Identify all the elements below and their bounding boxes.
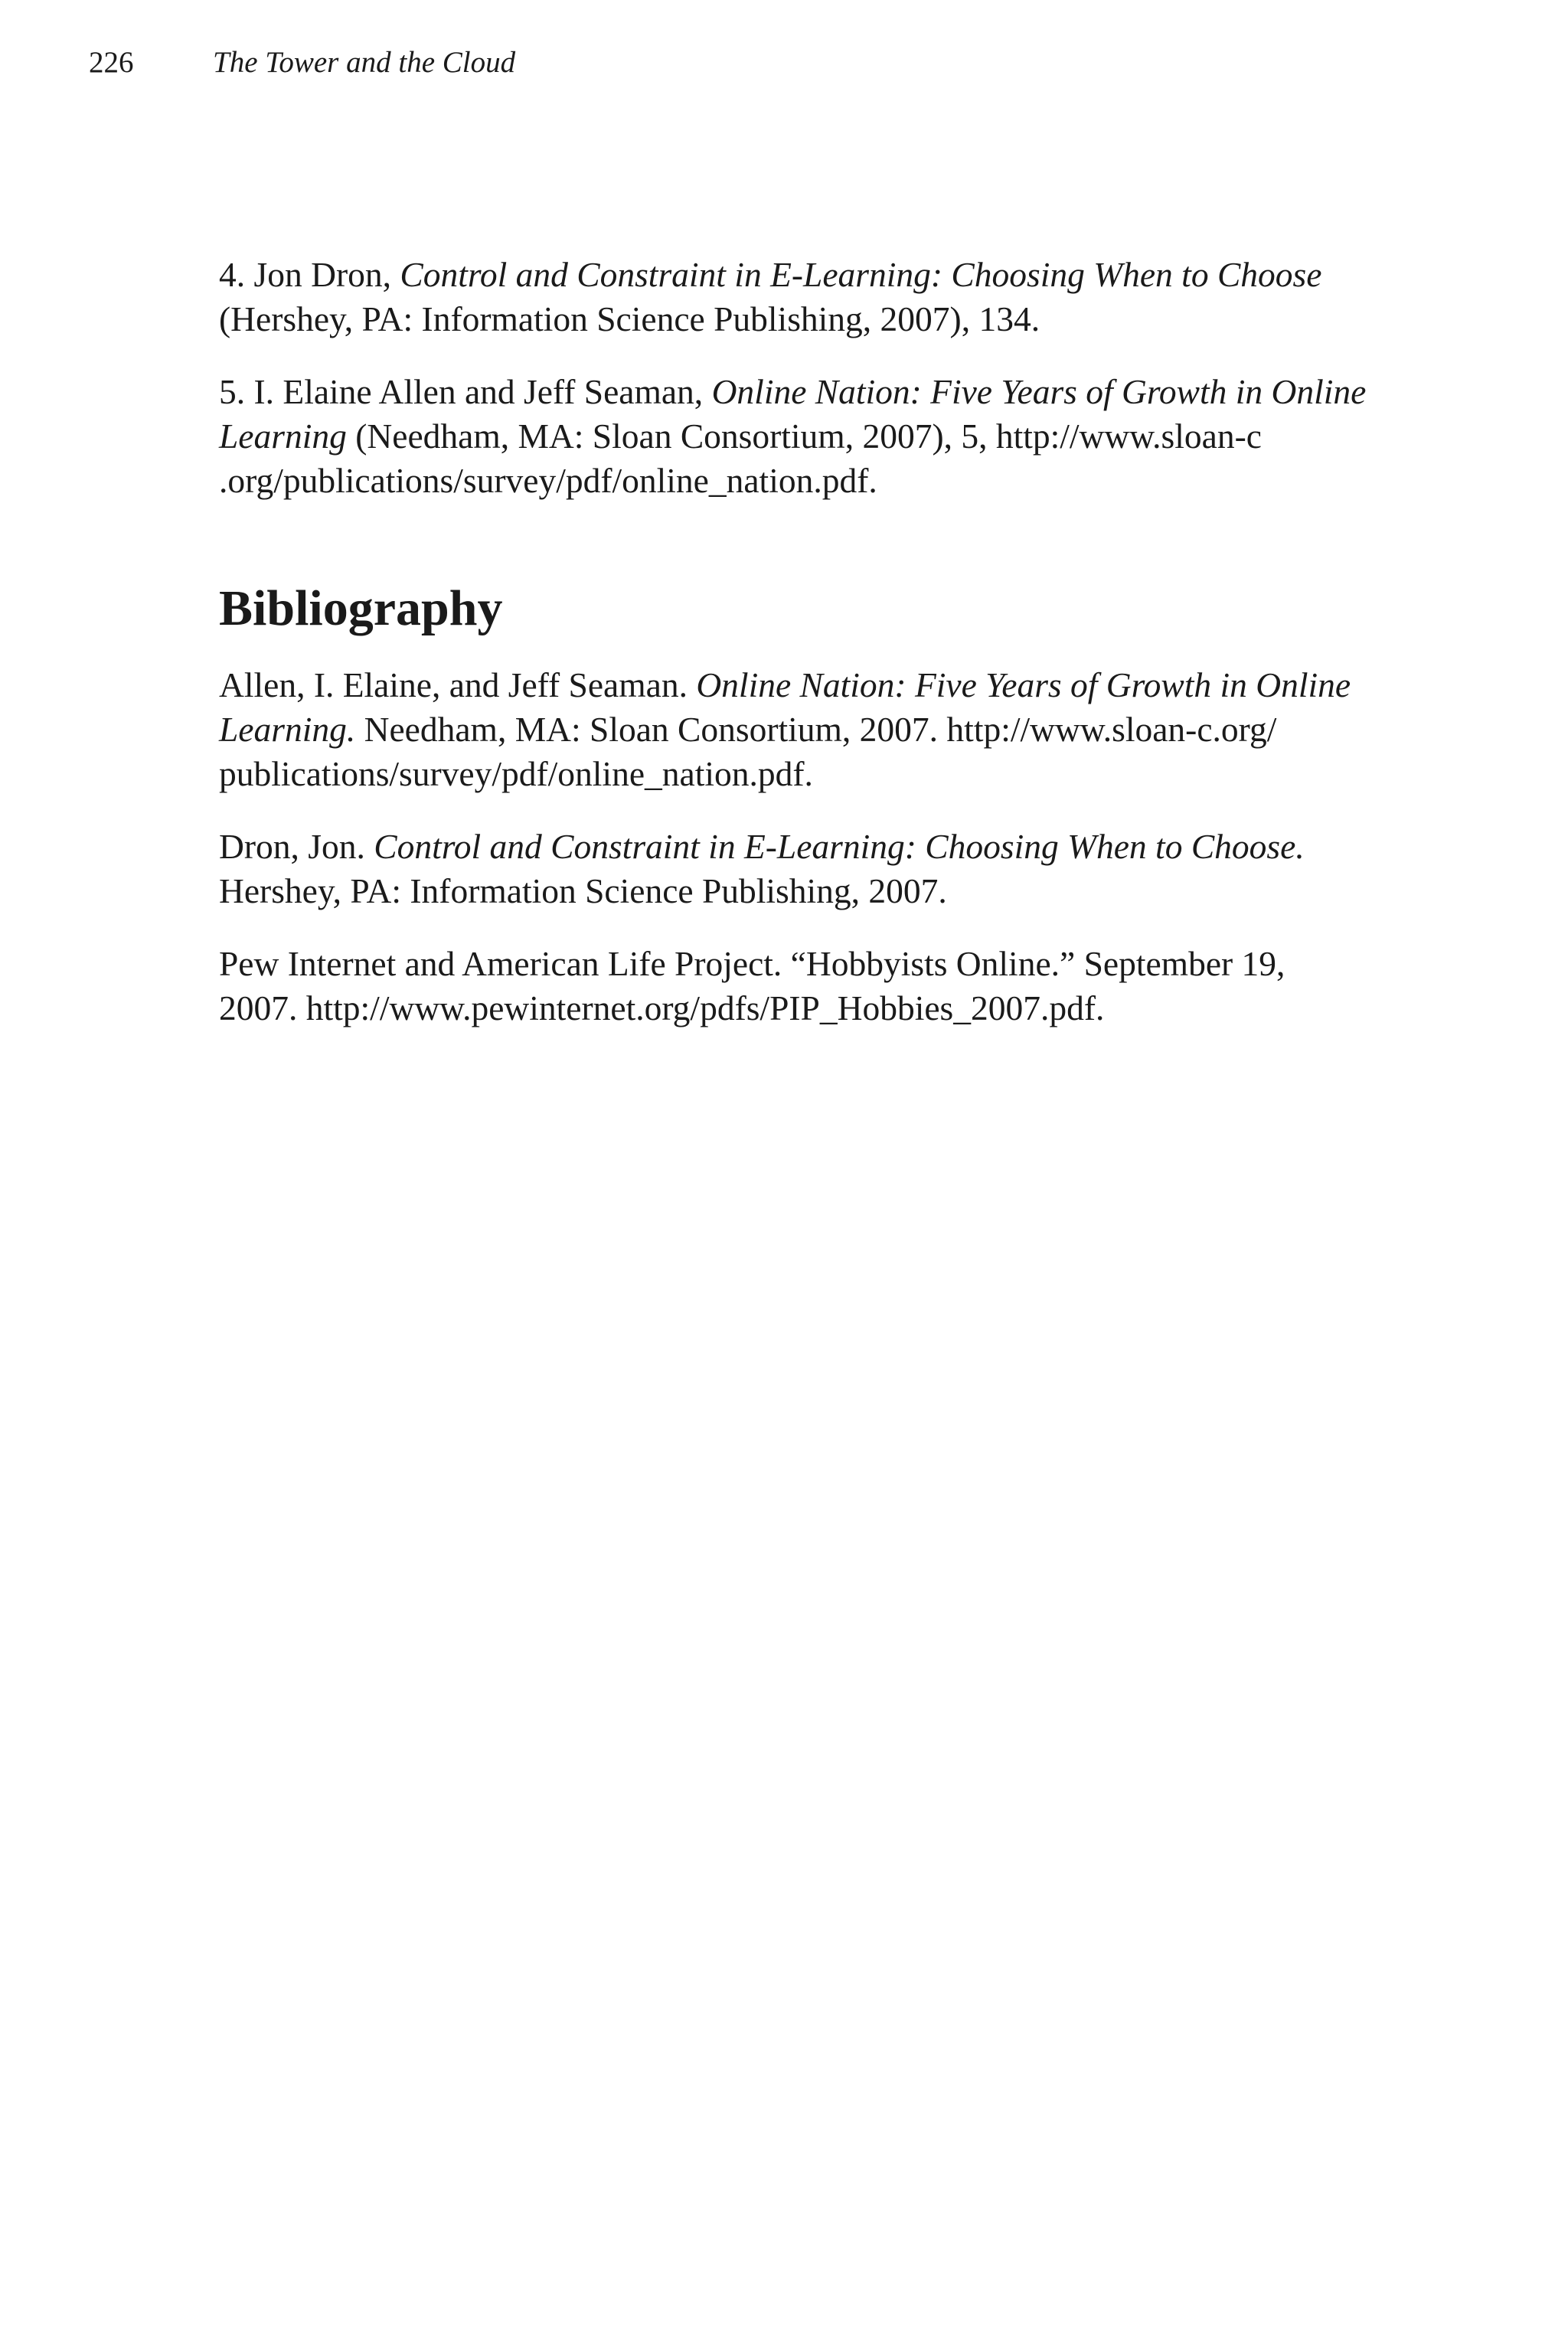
text-run: 2007. http://www.pewinternet.org/pdfs/PIP_Hobbies_2007.pdf. [219,988,1105,1027]
bibliography-entry-allen [219,663,1349,796]
page-number: 226 [89,46,134,79]
text-run: 5. I. Elaine Allen and Jeff Seaman, [219,372,712,411]
text-run: Dron, Jon. [219,827,374,866]
text-run: .org/publications/survey/pdf/online_nation.pdf. [219,461,877,500]
text-line [219,297,1349,341]
text-line [219,414,1349,459]
text-run: Pew Internet and American Life Project. “Hobbyists Online.” September 19, [219,944,1285,983]
endnote-4 [219,253,1349,341]
italic-title: Online Nation: Five Years of Growth in Online [711,372,1367,411]
text-line [219,942,1349,986]
bibliography-heading: Bibliography [219,580,503,636]
bibliography-entry-pew [219,942,1349,1031]
text-run: Allen, I. Elaine, and Jeff Seaman. [219,665,697,704]
endnote-5 [219,370,1367,503]
text-line [219,752,1349,796]
italic-title: Control and Constraint in E-Learning: Choosing When to Choose. [374,827,1305,866]
running-head-title: The Tower and the Cloud [213,46,516,79]
italic-title: Learning [219,416,347,456]
running-head [89,47,515,77]
text-line [219,986,1349,1031]
page-body [219,253,1367,1059]
bibliography-entry-dron [219,825,1349,913]
italic-title: Control and Constraint in E-Learning: Choosing When to Choose [400,255,1322,294]
text-line [219,663,1349,707]
text-run: publications/survey/pdf/online_nation.pdf. [219,754,813,793]
text-line [219,459,1349,503]
text-run: Hershey, PA: Information Science Publishing, 2007. [219,871,947,910]
text-run: Needham, MA: Sloan Consortium, 2007. http://www.sloan-c.org/ [355,710,1277,749]
text-line [219,707,1349,752]
text-run: 4. Jon Dron, [219,255,400,294]
italic-title: Learning. [219,710,356,749]
text-line [219,825,1349,869]
text-line [219,370,1367,414]
text-line [219,869,1349,913]
italic-title: Online Nation: Five Years of Growth in Online [696,665,1351,704]
text-run: (Hershey, PA: Information Science Publishing, 2007), 134. [219,299,1040,338]
text-run: (Needham, MA: Sloan Consortium, 2007), 5, http://www.sloan-c [346,416,1262,456]
text-line [219,253,1349,297]
